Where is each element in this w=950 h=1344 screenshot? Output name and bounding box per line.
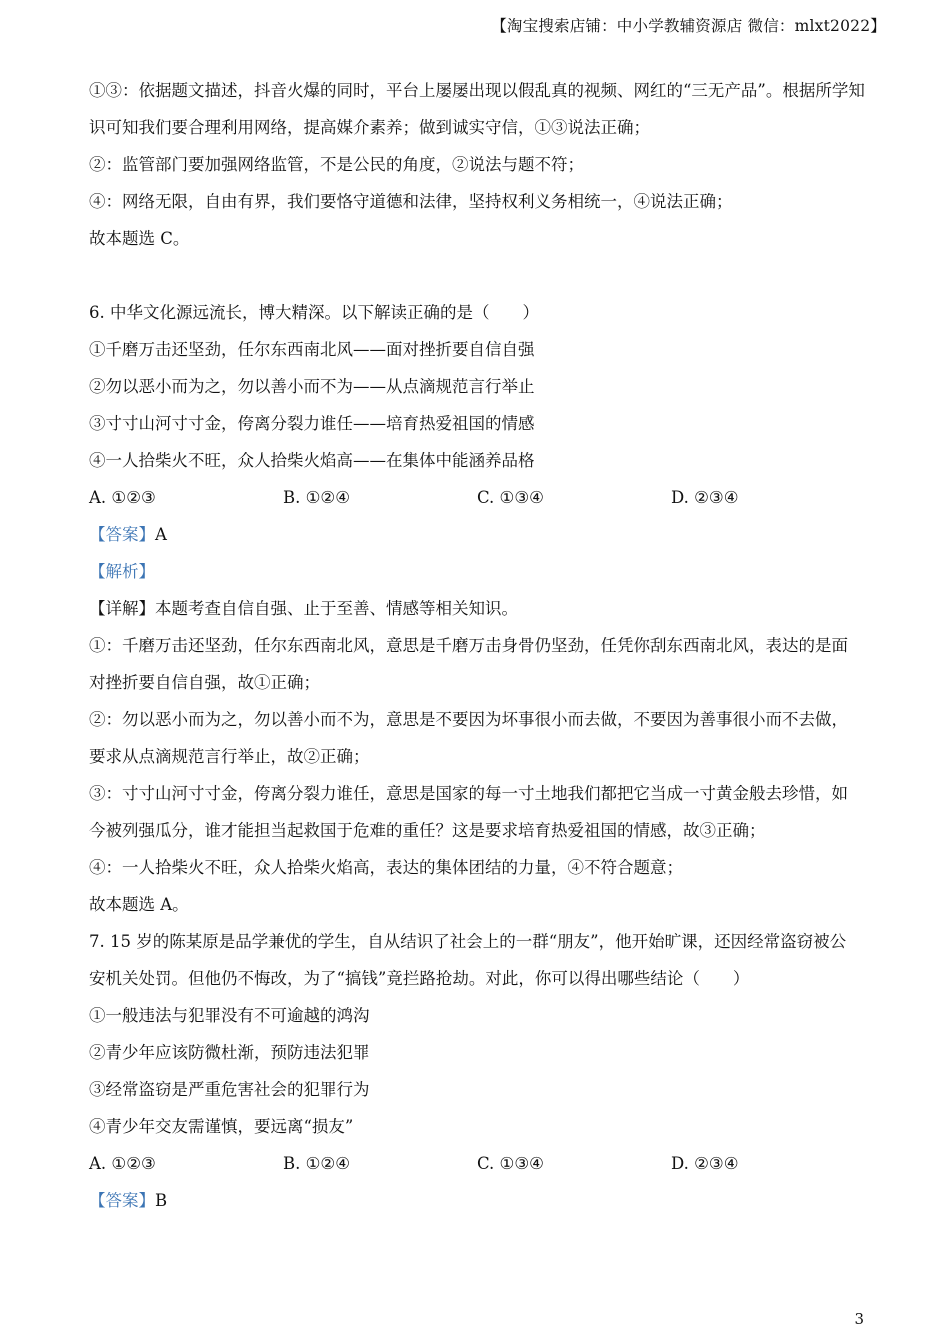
q6-item: ①千磨万击还坚劲，任尔东西南北风——面对挫折要自信自强 [89,340,535,359]
q6-conclusion: 故本题选 A。 [89,895,189,914]
q6-detail-line: 对挫折要自信自强，故①正确； [89,673,320,692]
prev-explanation-line: ②：监管部门要加强网络监管，不是公民的角度，②说法与题不符； [89,155,584,174]
q7-item: ②青少年应该防微杜渐，预防违法犯罪 [89,1043,370,1062]
answer-value: A [155,525,167,544]
q7-options [89,1145,879,1182]
detail-text: 本题考查自信自强、止于至善、情感等相关知识。 [155,599,518,618]
q7-item: ④青少年交友需谨慎，要远离“损友” [89,1117,354,1136]
q6-detail-line: ③：寸寸山河寸寸金，侉离分裂力谁任，意思是国家的每一寸土地我们都把它当成一寸黄金般去珍惜，如 [89,784,848,803]
q6-stem: 6. 中华文化源远流长，博大精深。以下解读正确的是（ ） [89,303,539,322]
q6-detail-line: ④：一人拾柴火不旺，众人拾柴火焰高，表达的集体团结的力量，④不符合题意； [89,858,683,877]
q7-answer [89,1182,879,1219]
q6-options [89,479,879,516]
q6-detail-line: 要求从点滴规范言行举止，故②正确； [89,747,370,766]
q6-option-c: C. ①③④ [477,488,544,507]
document-body [89,72,879,1219]
q7-option-a: A. ①②③ [89,1154,156,1173]
q7-option-d: D. ②③④ [671,1154,739,1173]
detail-tag: 【详解】 [89,599,155,618]
q6-item: ④一人拾柴火不旺，众人拾柴火焰高——在集体中能涵养品格 [89,451,535,470]
q7-stem-line: 安机关处罚。但他仍不悔改，为了“搞钱”竟拦路抢劫。对此，你可以得出哪些结论（ ） [89,969,750,988]
answer-value: B [155,1191,168,1210]
q6-option-b: B. ①②④ [283,488,350,507]
prev-explanation-line: 识可知我们要合理利用网络，提高媒介素养；做到诚实守信，①③说法正确； [89,118,650,137]
q6-analysis-heading [89,553,879,590]
spacer [89,257,879,294]
page-number: 3 [854,1310,864,1328]
prev-conclusion: 故本题选 C。 [89,229,190,248]
q7-option-c: C. ①③④ [477,1154,544,1173]
prev-explanation-line: ①③：依据题文描述，抖音火爆的同时，平台上屡屡出现以假乱真的视频、网红的“三无产品”。根据所学知 [89,81,865,100]
q6-option-d: D. ②③④ [671,488,739,507]
page-header: 【淘宝搜索店铺：中小学教辅资源店 微信：mlxt2022】 [491,17,886,35]
q6-detail-line [89,590,879,627]
q6-option-a: A. ①②③ [89,488,156,507]
q6-detail-line: ①：千磨万击还坚劲，任尔东西南北风，意思是千磨万击身骨仍坚劲，任凭你刮东西南北风，表达的是面 [89,636,848,655]
q6-detail-line: ②：勿以恶小而为之，勿以善小而不为，意思是不要因为坏事很小而去做，不要因为善事很小而不去做， [89,710,848,729]
q6-item: ③寸寸山河寸寸金，侉离分裂力谁任——培育热爱祖国的情感 [89,414,535,433]
q7-item: ③经常盗窃是严重危害社会的犯罪行为 [89,1080,370,1099]
prev-explanation-line: ④：网络无限，自由有界，我们要恪守道德和法律，坚持权利义务相统一，④说法正确； [89,192,733,211]
q7-option-b: B. ①②④ [283,1154,350,1173]
q6-answer [89,516,879,553]
answer-tag: 【答案】 [89,525,155,544]
q7-item: ①一般违法与犯罪没有不可逾越的鸿沟 [89,1006,370,1025]
q6-item: ②勿以恶小而为之，勿以善小而不为——从点滴规范言行举止 [89,377,535,396]
q7-stem-line: 7. 15 岁的陈某原是品学兼优的学生，自从结识了社会上的一群“朋友”，他开始旷课，还因经常盗窃被公 [89,932,847,951]
analysis-tag: 【解析】 [89,562,155,581]
q6-detail-line: 今被列强瓜分，谁才能担当起救国于危难的重任？这是要求培育热爱祖国的情感，故③正确； [89,821,766,840]
answer-tag: 【答案】 [89,1191,155,1210]
